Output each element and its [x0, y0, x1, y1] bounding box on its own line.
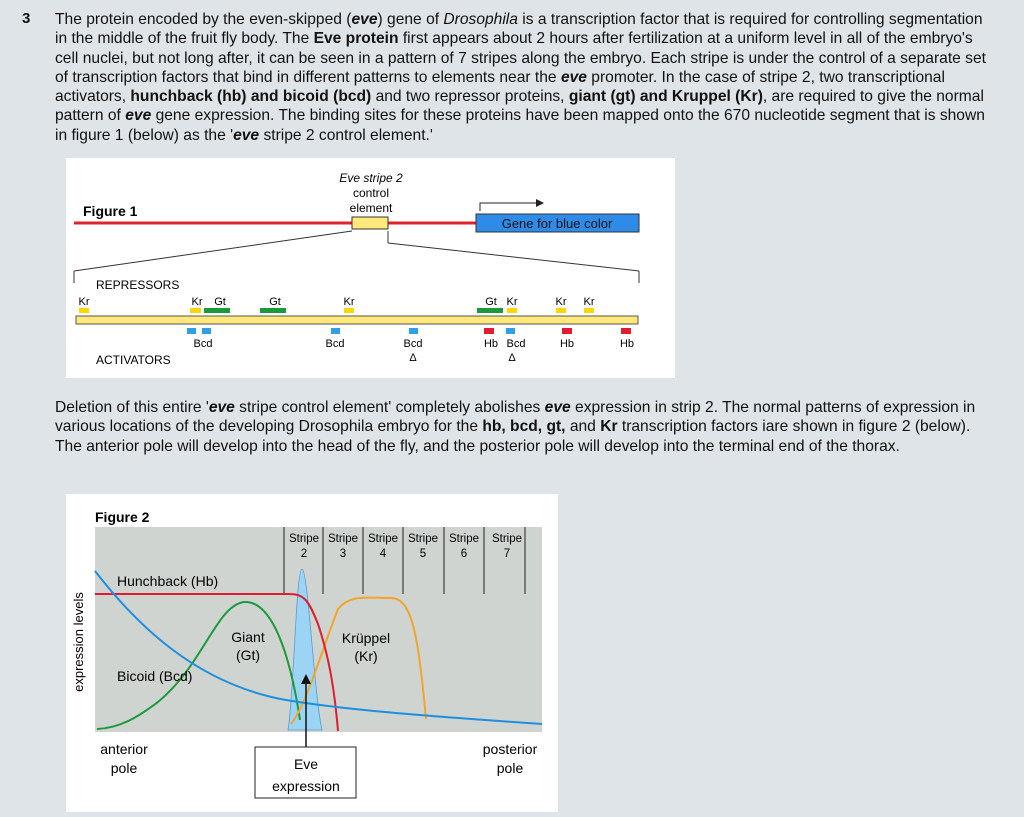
repressor-site-label: Kr	[583, 296, 595, 308]
stripe-number: 4	[379, 548, 387, 560]
stripe-number: 5	[419, 548, 427, 560]
kruppel-label-line1: Krüppel	[341, 630, 391, 646]
hb-site	[562, 328, 572, 334]
repressors-label: REPRESSORS	[96, 278, 180, 292]
repressor-site-label: Kr	[343, 296, 355, 308]
element-label-line3: element	[349, 201, 393, 215]
bcd-site	[409, 328, 418, 334]
text-run: The protein encoded by the even-skipped (	[55, 11, 352, 28]
figure-1-diagram	[66, 158, 675, 378]
text-run: Kr	[600, 418, 618, 436]
figure-2	[66, 494, 558, 812]
hunchback-label: Hunchback (Hb)	[117, 573, 219, 589]
y-axis-label: expression levels	[71, 592, 86, 692]
kruppel-label-line2: (Kr)	[354, 648, 378, 664]
gene-label: Gene for blue color	[501, 216, 613, 231]
text-run: transcription factors iare shown in figure 2 (below). The anterior pole will develop into the head of the fly, and the posterior pole will develop into the terminal end of the thorax.	[55, 418, 971, 455]
control-element-expanded	[76, 316, 638, 324]
text-run: expression in strip 2. The normal patterns of expression in various locations of the developing Drosophila embryo for the	[55, 399, 976, 436]
activator-site-label: Hb	[483, 338, 499, 350]
delta-symbol: Δ	[409, 352, 417, 364]
text-run: eve	[351, 11, 378, 28]
gt-site	[260, 308, 286, 313]
hb-site	[621, 328, 631, 334]
stripe-word: Stripe	[491, 533, 523, 545]
stripe-word: Stripe	[327, 533, 359, 545]
kr-site	[556, 308, 566, 313]
activators-label: ACTIVATORS	[96, 353, 171, 367]
activator-site-label: Bcd	[193, 338, 213, 350]
text-run: stripe control element' completely abolishes	[234, 399, 545, 416]
bcd-site	[202, 328, 211, 334]
kr-site	[190, 308, 201, 313]
bcd-site	[506, 328, 515, 334]
text-run: eve	[125, 107, 152, 125]
text-run: ) gene of	[377, 11, 444, 28]
repressor-site-label: Gt	[269, 296, 281, 308]
giant-label-line1: Giant	[231, 629, 265, 645]
text-run: hunchback (hb) and bicoid (bcd)	[130, 88, 372, 106]
text-run: Deletion of this entire '	[55, 399, 209, 416]
activator-site-label: Bcd	[403, 338, 423, 350]
text-run: hb, bcd, gt,	[482, 418, 566, 436]
anterior-label-line2: pole	[110, 760, 138, 776]
bcd-site	[187, 328, 196, 334]
text-run: and	[565, 418, 601, 436]
stripe-word: Stripe	[288, 533, 320, 545]
zoom-line-right	[388, 243, 639, 271]
text-run: eve	[544, 399, 571, 416]
text-run: and two repressor proteins,	[371, 88, 569, 106]
stripe-word: Stripe	[367, 533, 399, 545]
posterior-label-line2: pole	[496, 760, 524, 776]
bicoid-label: Bicoid (Bcd)	[117, 668, 193, 684]
promoter-arrow	[480, 203, 536, 211]
figure-1	[66, 158, 675, 378]
element-label-line1: Eve stripe 2	[339, 171, 403, 185]
text-run: promoter. In the case of stripe 2, two transcriptional activators,	[55, 68, 945, 106]
hb-site	[484, 328, 494, 334]
question-number: 3	[22, 10, 31, 27]
text-run: is a transcription factor that is required for controlling segmentation in the middle of the fruit fly body. The	[55, 11, 983, 48]
deletion-paragraph	[55, 398, 985, 456]
activator-site-label: Bcd	[325, 338, 345, 350]
plot-panel	[95, 527, 542, 732]
kr-site	[344, 308, 354, 313]
repressor-site-label: Kr	[78, 296, 90, 308]
activator-site-label: Bcd	[506, 338, 526, 350]
stripe-number: 3	[339, 548, 347, 560]
bcd-site	[331, 328, 340, 334]
kr-site	[584, 308, 594, 313]
stripe-word: Stripe	[407, 533, 439, 545]
stripe-number: 2	[300, 548, 308, 560]
repressor-site-label: Kr	[555, 296, 567, 308]
figure-2-title: Figure 2	[95, 509, 150, 525]
giant-label-line2: (Gt)	[235, 647, 261, 663]
gt-site	[477, 308, 503, 313]
element-label-line2: control	[352, 186, 390, 200]
anterior-label-line1: anterior	[100, 741, 148, 757]
text-run: eve	[560, 68, 587, 86]
figure-1-title: Figure 1	[83, 203, 138, 219]
kr-site	[507, 308, 517, 313]
activator-site-label: Hb	[559, 338, 575, 350]
text-run: giant (gt) and Kruppel (Kr)	[568, 88, 763, 106]
stripe-word: Stripe	[448, 533, 480, 545]
figure-2-diagram	[66, 494, 558, 812]
promoter-arrowhead	[536, 199, 544, 207]
repressor-sites-group	[79, 296, 595, 313]
text-run: , are required to give the normal pattern of	[55, 88, 984, 125]
posterior-label-line1: posterior	[482, 741, 538, 757]
text-run: Drosophila	[443, 11, 518, 28]
text-run: eve	[233, 126, 260, 144]
stripe-number: 7	[503, 548, 511, 560]
repressor-site-label: Gt	[485, 296, 497, 308]
kr-site	[79, 308, 89, 313]
gt-site	[204, 308, 230, 313]
activator-site-label: Hb	[619, 338, 635, 350]
zoom-line-left	[74, 231, 352, 271]
repressor-site-label: Gt	[214, 296, 226, 308]
repressor-site-label: Kr	[506, 296, 518, 308]
activator-sites-group	[187, 328, 634, 364]
text-run: stripe 2 control element.'	[259, 126, 433, 144]
repressor-site-label: Kr	[191, 296, 203, 308]
intro-paragraph	[55, 10, 995, 145]
text-run: eve	[208, 399, 235, 416]
text-run: Eve protein	[313, 30, 399, 48]
text-run: gene expression. The binding sites for these proteins have been mapped onto the 670 nucleotide segment that is shown in figure 1 (below) as the '	[55, 107, 985, 144]
eve-label-line2: expression	[272, 778, 340, 794]
control-element-box	[352, 217, 388, 229]
delta-symbol: Δ	[508, 352, 516, 364]
stripe-number: 6	[460, 548, 468, 560]
text-run: first appears about 2 hours after fertilization at a uniform level in all of the embryo's cell nuclei, but not long after, it can be seen in a pattern of 7 stripes along the embryo. Each stripe is under the control of a separate set of transcription factors that bind in different patterns to elements near the	[55, 30, 986, 86]
eve-label-line1: Eve	[293, 756, 319, 772]
